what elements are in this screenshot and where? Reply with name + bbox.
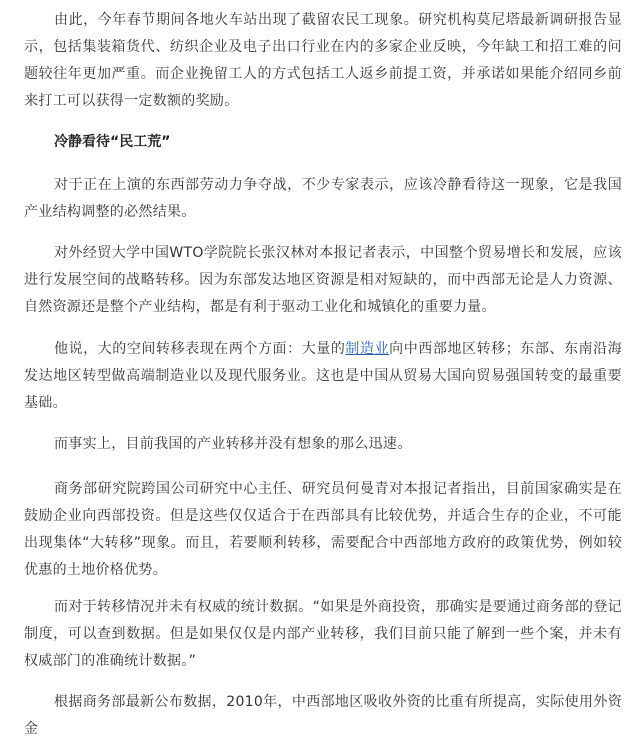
manufacturing-link[interactable]: 制造业 xyxy=(345,341,390,357)
paragraph-8: 根据商务部最新公布数据，2010年，中西部地区吸收外资的比重有所提高，实际使用外资金 xyxy=(24,694,622,737)
paragraph-6: 商务部研究院跨国公司研究中心主任、研究员何曼青对本报记者指出，目前国家确实是在鼓励企业向西部投资。但是这些仅仅适合于在西部具有比较优势，并适合生存的企业，不可能出现集体“大转移”现象。而且，若要顺利转移，需要配合中西部地方政府的政策优势，例如较优惠的土地价格优势。 xyxy=(24,481,622,578)
paragraph-4-text-before: 他说，大的空间转移表现在两个方面：大量的 xyxy=(54,341,346,357)
paragraph-3: 对外经贸大学中国WTO学院院长张汉林对本报记者表示，中国整个贸易增长和发展，应该进行发展空间的战略转移。因为东部发达地区资源是相对短缺的，而中西部无论是人力资源、自然资源还是整个产业结构，都是有利于驱动工业化和城镇化的重要力量。 xyxy=(24,245,622,315)
paragraph-5: 而事实上，目前我国的产业转移并没有想象的那么迅速。 xyxy=(54,436,412,452)
paragraph-4 xyxy=(24,336,622,417)
paragraph-1: 由此，今年春节期间各地火车站出现了截留农民工现象。研究机构莫尼塔最新调研报告显示，包括集装箱货代、纺织企业及电子出口行业在内的多家企业反映，今年缺工和招工难的问题较往年更加严重。而企业挽留工人的方式包括工人返乡前提工资，并承诺如果能介绍同乡前来打工可以获得一定数额的奖励。 xyxy=(24,12,622,109)
section-heading: 冷静看待“民工荒” xyxy=(54,134,171,150)
paragraph-7: 而对于转移情况并未有权威的统计数据。“如果是外商投资，那确实是要通过商务部的登记制度，可以查到数据。但是如果仅仅是内部产业转移，我们目前只能了解到一些个案，并未有权威部门的准确统计数据。” xyxy=(24,599,622,669)
paragraph-4-text-after: 向中西部地区转移；东部、东南沿海发达地区转型做高端制造业以及现代服务业。这也是中国从贸易大国向贸易强国转变的最重要基础。 xyxy=(24,341,622,411)
paragraph-2: 对于正在上演的东西部劳动力争夺战，不少专家表示，应该冷静看待这一现象，它是我国产业结构调整的必然结果。 xyxy=(24,177,622,220)
